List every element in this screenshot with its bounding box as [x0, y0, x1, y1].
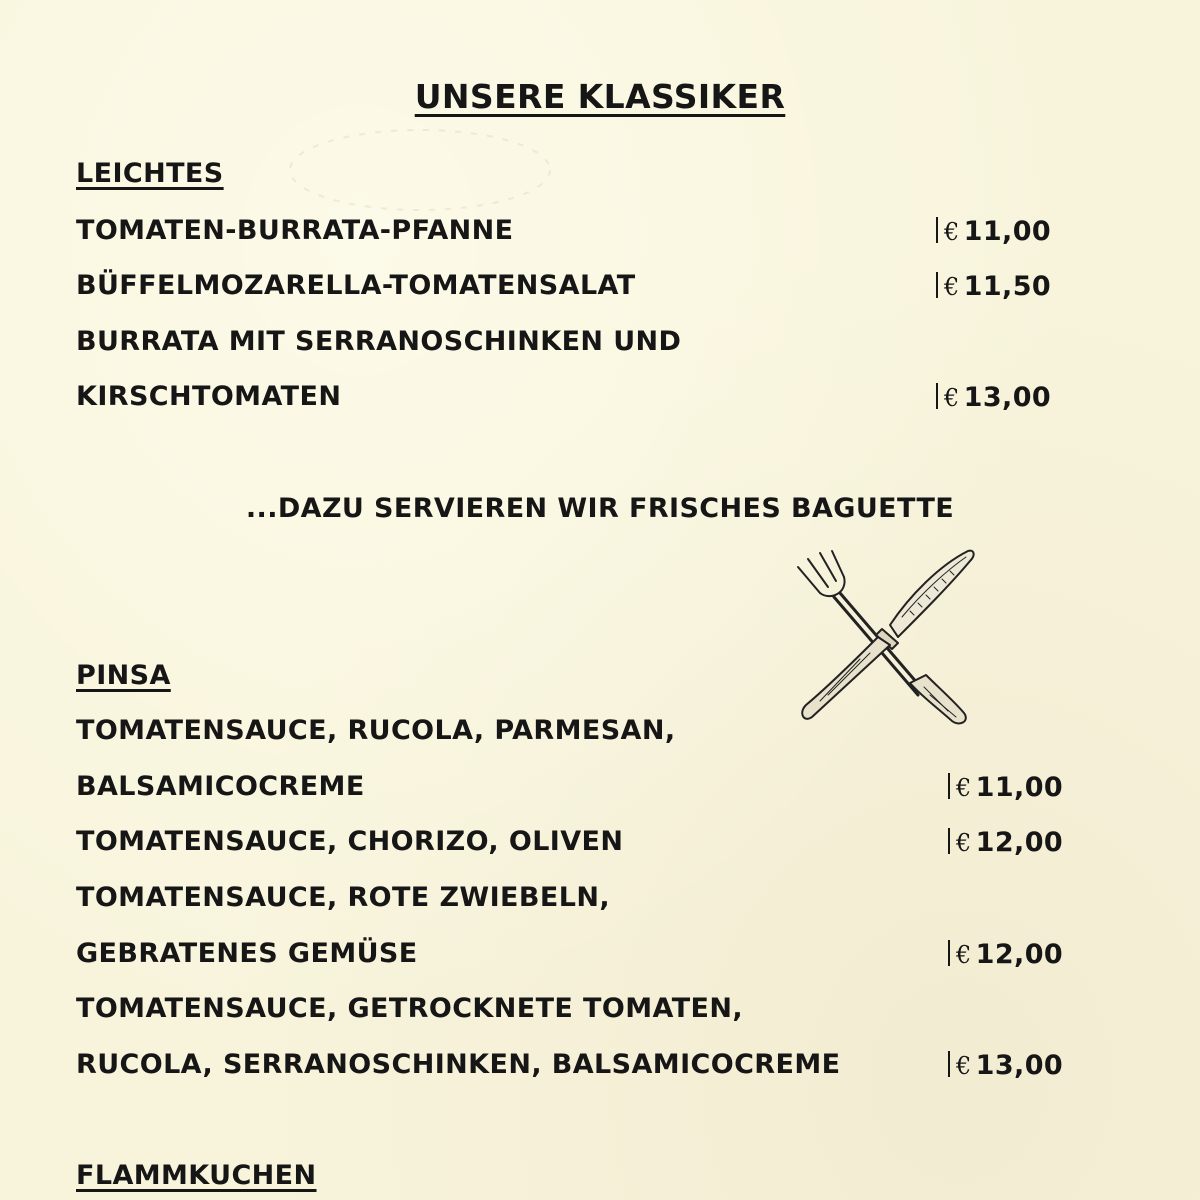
- section-heading-leichtes: LEICHTES: [76, 158, 224, 189]
- menu-item-name: TOMATENSAUCE, CHORIZO, OLIVEN: [76, 826, 624, 857]
- section-heading-pinsa: PINSA: [76, 660, 171, 691]
- menu-item-name: TOMATEN-BURRATA-PFANNE: [76, 215, 514, 246]
- menu-item-price: € 11,50: [936, 272, 1051, 300]
- menu-title: UNSERE KLASSIKER: [414, 77, 786, 116]
- section-heading-flammkuchen: FLAMMKUCHEN: [76, 1160, 317, 1191]
- menu-item-name: BÜFFELMOZARELLA-TOMATENSALAT: [76, 270, 636, 301]
- menu-item-price: € 11,00: [936, 217, 1051, 245]
- menu-item-name-continued: RUCOLA, SERRANOSCHINKEN, BALSAMICOCREME: [76, 1049, 841, 1080]
- menu-item-price: € 11,00: [948, 773, 1063, 801]
- menu-item-price: € 12,00: [948, 940, 1063, 968]
- faint-stamp-mark: [270, 110, 570, 230]
- menu-item-price: € 13,00: [948, 1051, 1063, 1079]
- menu-item-name: TOMATENSAUCE, GETROCKNETE TOMATEN,: [76, 993, 744, 1024]
- menu-item-name-continued: GEBRATENES GEMÜSE: [76, 938, 418, 969]
- menu-item-price: € 12,00: [948, 828, 1063, 856]
- menu-item-name-continued: KIRSCHTOMATEN: [76, 381, 342, 412]
- baguette-note: ...DAZU SERVIEREN WIR FRISCHES BAGUETTE: [245, 493, 955, 524]
- menu-item-name: TOMATENSAUCE, ROTE ZWIEBELN,: [76, 882, 610, 913]
- menu-item-name: TOMATENSAUCE, RUCOLA, PARMESAN,: [76, 715, 676, 746]
- fork-and-knife-icon: [790, 545, 980, 730]
- menu-item-name-continued: BALSAMICOCREME: [76, 771, 365, 802]
- menu-item-price: € 13,00: [936, 383, 1051, 411]
- menu-item-name: BURRATA MIT SERRANOSCHINKEN UND: [76, 326, 682, 357]
